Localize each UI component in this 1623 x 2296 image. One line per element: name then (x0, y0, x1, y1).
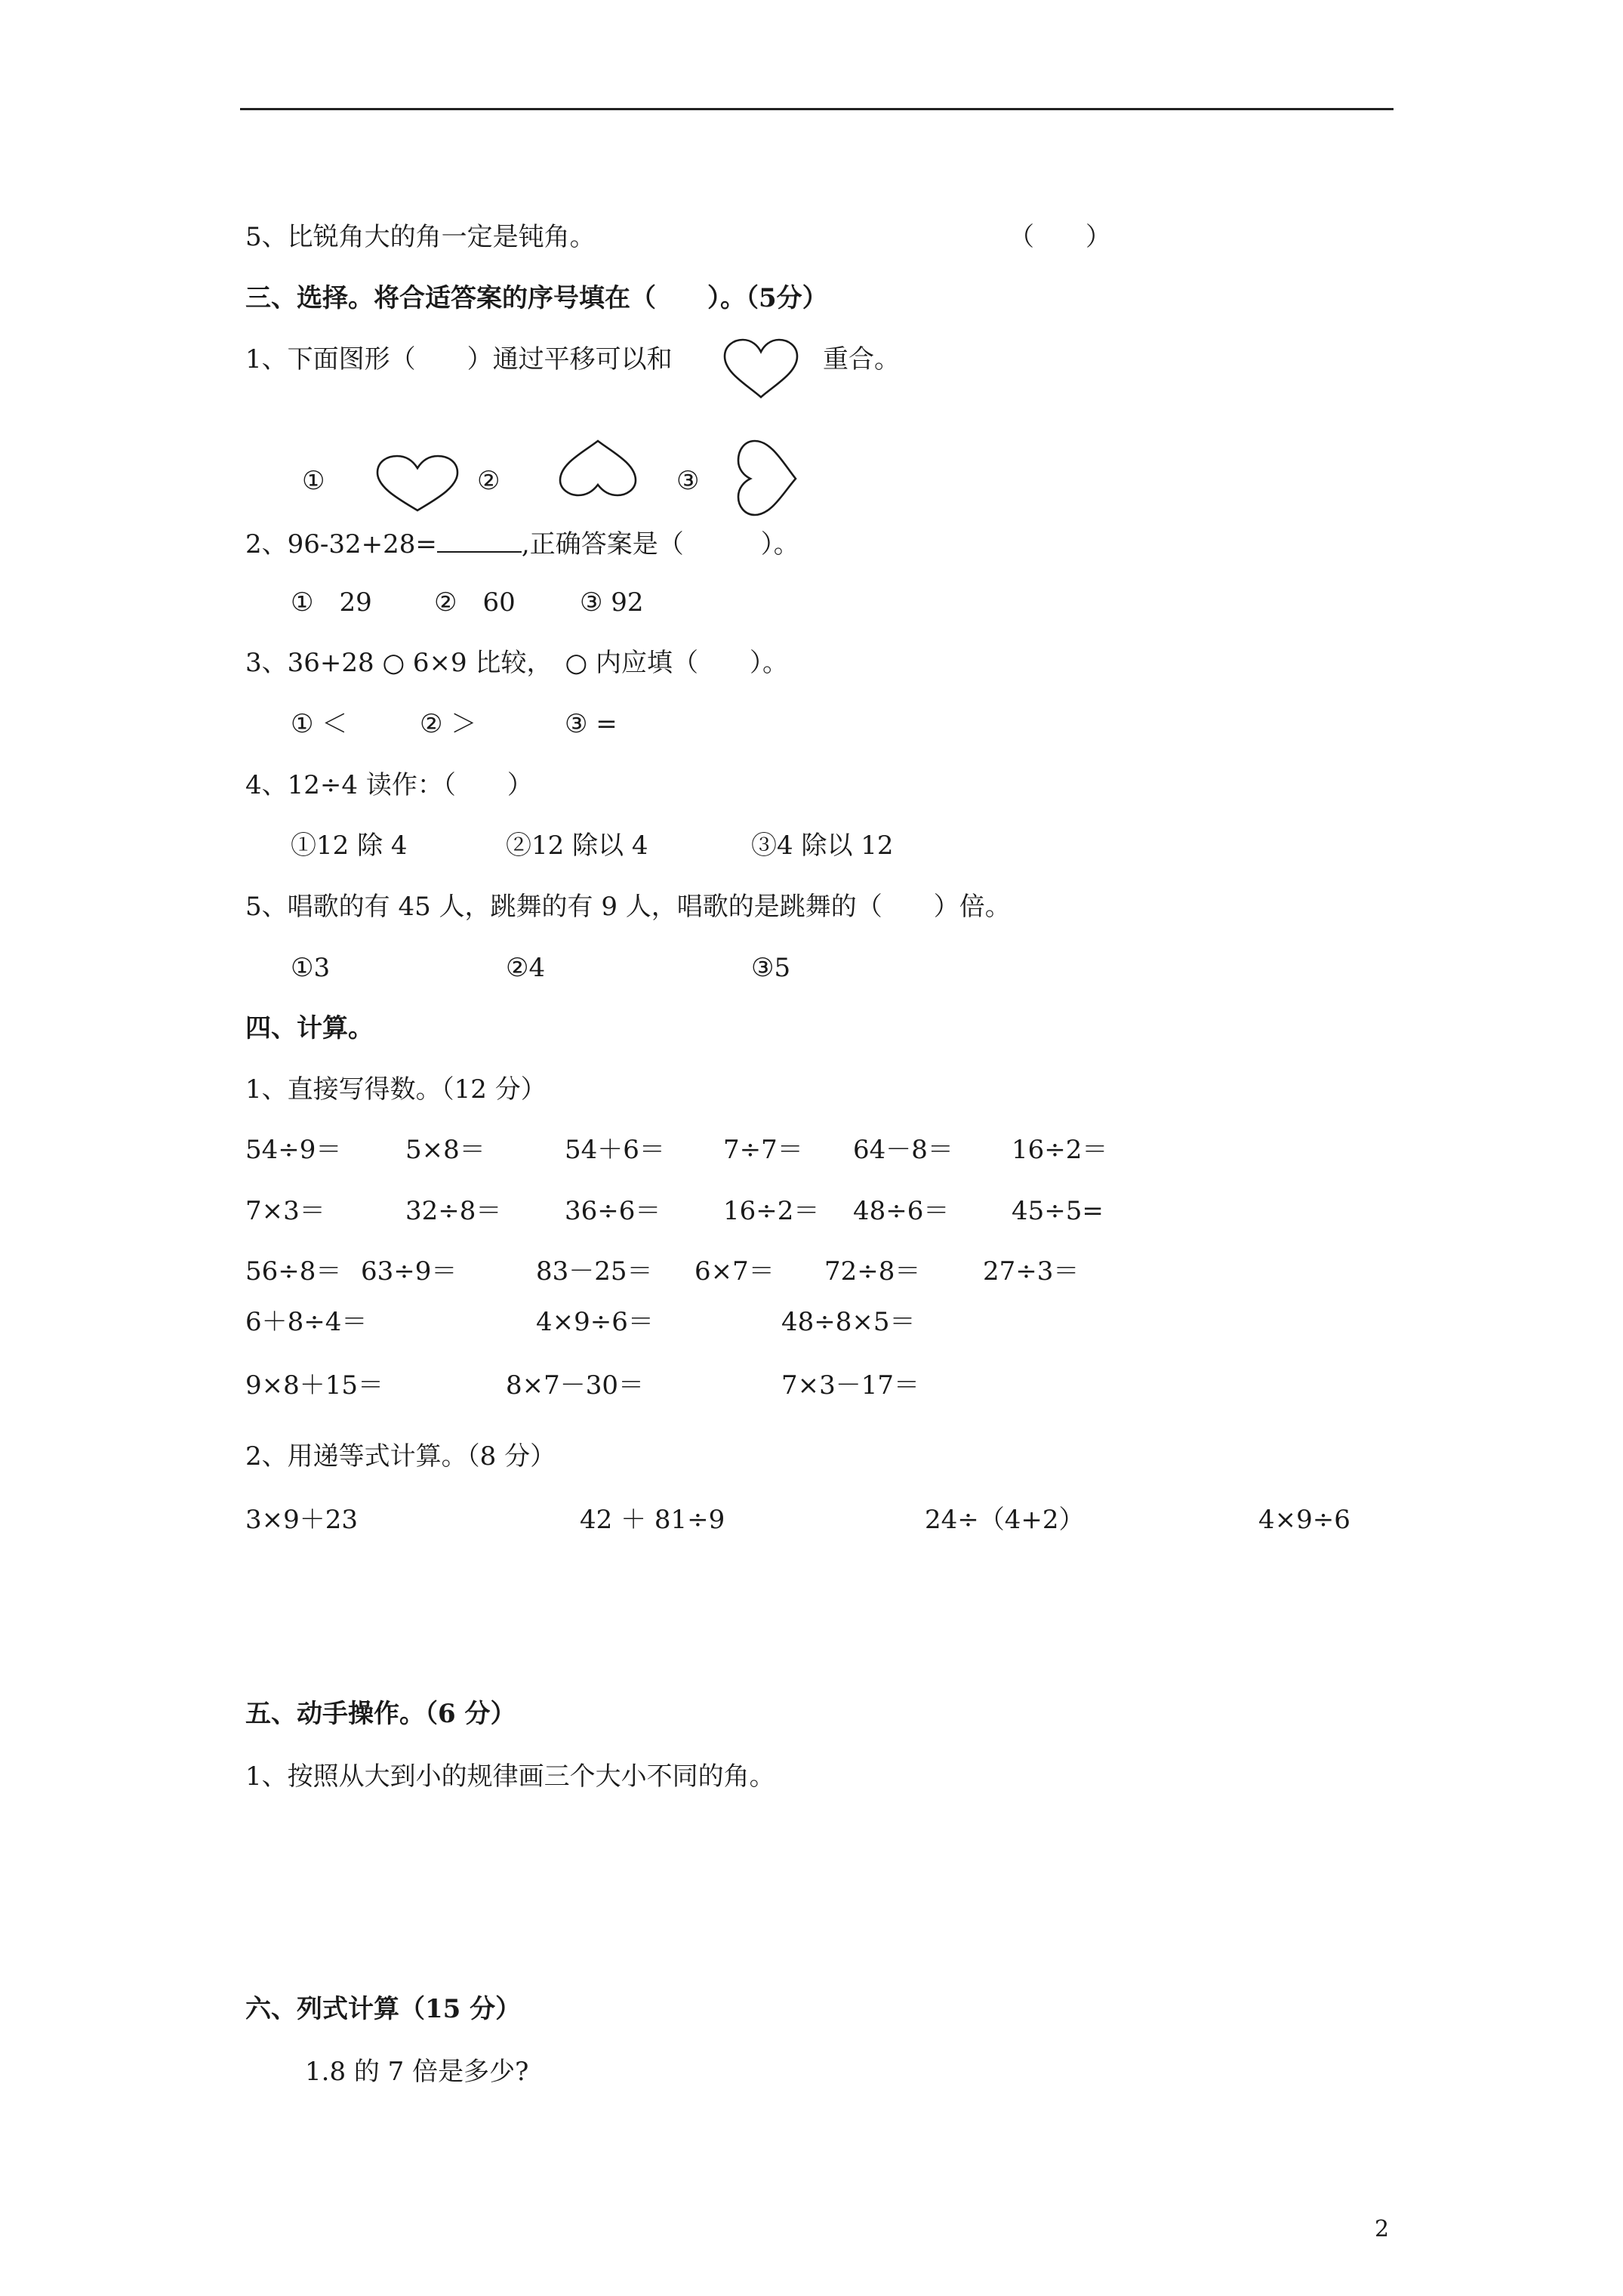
calc-item: 83－25＝ (536, 1256, 653, 1287)
calc-item: 6＋8÷4＝ (245, 1307, 368, 1337)
calc-item: 48÷8×5＝ (781, 1307, 916, 1337)
s3-q1-option-2-label: ② (477, 466, 500, 496)
s3-q3-option-3[interactable]: ③ = (565, 709, 617, 739)
s3-q5-text: 5、唱歌的有 45 人，跳舞的有 9 人，唱歌的是跳舞的（ ）倍。 (245, 892, 1011, 922)
s3-q3-text: 3、36+28 ○ 6×9 比较， ○ 内应填（ ）。 (245, 648, 788, 678)
calc-item: 16÷2＝ (1012, 1135, 1108, 1165)
judge-q5-text: 5、比锐角大的角一定是钝角。 (245, 222, 596, 252)
section-5-title: 五、动手操作。（6 分） (245, 1699, 516, 1729)
header-rule (240, 108, 1394, 110)
s3-q2-question: ,正确答案是（ ）。 (521, 529, 799, 559)
calc-item: 36÷6＝ (565, 1196, 661, 1226)
s3-q3-option-2[interactable]: ② ＞ (420, 709, 477, 739)
s3-q2-option-3[interactable]: ③ 92 (580, 587, 644, 618)
calc-item: 7×3＝ (245, 1196, 325, 1226)
stepwise-item: 42 ＋ 81÷9 (580, 1505, 725, 1535)
s6-q1-text: 1.8 的 7 倍是多少? (305, 2057, 529, 2087)
calc-item: 16÷2＝ (723, 1196, 820, 1226)
stepwise-item: 4×9÷6 (1258, 1505, 1350, 1535)
s5-q1-text: 1、按照从大到小的规律画三个大小不同的角。 (245, 1761, 775, 1792)
calc-item: 32÷8＝ (405, 1196, 502, 1226)
calc-item: 63÷9＝ (361, 1256, 457, 1287)
s3-q5-option-1[interactable]: ①3 (291, 953, 331, 983)
s3-q1-text-after: 重合。 (823, 344, 900, 374)
calc-item: 27÷3＝ (983, 1256, 1079, 1287)
option-2-inverted-heart-icon[interactable] (557, 438, 639, 498)
calc-item: 72÷8＝ (824, 1256, 921, 1287)
s4-sub2-title: 2、用递等式计算。（8 分） (245, 1441, 556, 1472)
calc-item: 48÷6＝ (853, 1196, 950, 1226)
s3-q4-option-3[interactable]: ③4 除以 12 (751, 831, 894, 861)
s3-q1-option-1-label: ① (302, 466, 325, 496)
calc-item: 7÷7＝ (723, 1135, 803, 1165)
calc-item: 64－8＝ (853, 1135, 953, 1165)
option-3-rotated-heart-icon[interactable] (735, 436, 799, 519)
section-4-title: 四、计算。 (245, 1013, 374, 1043)
calc-item: 4×9÷6＝ (536, 1307, 654, 1337)
s3-q2-text (245, 529, 799, 557)
s3-q4-text: 4、12÷4 读作：（ ） (245, 770, 533, 800)
s3-q4-option-1[interactable]: ①12 除 4 (291, 831, 408, 861)
s3-q2-option-2[interactable]: ② 60 (434, 587, 516, 618)
s3-q5-option-2[interactable]: ②4 (506, 953, 546, 983)
calc-item: 9×8＋15＝ (245, 1370, 384, 1401)
s3-q2-option-1[interactable]: ① 29 (291, 587, 372, 618)
s3-q4-option-2[interactable]: ②12 除以 4 (506, 831, 648, 861)
s4-sub1-title: 1、直接写得数。（12 分） (245, 1074, 547, 1105)
s3-q5-option-3[interactable]: ③5 (751, 953, 791, 983)
calc-item: 5×8＝ (405, 1135, 485, 1165)
calc-item: 8×7－30＝ (506, 1370, 645, 1401)
option-1-heart-icon[interactable] (374, 453, 460, 513)
section-3-title: 三、选择。将合适答案的序号填在（ ）。（5分） (245, 283, 828, 313)
judge-q5-answer-paren[interactable]: （ ） (1009, 222, 1111, 252)
calc-item: 54÷9＝ (245, 1135, 342, 1165)
calc-item: 54＋6＝ (565, 1135, 665, 1165)
s3-q2-expression: 2、96-32+28= (245, 529, 437, 559)
s3-q1-option-3-label: ③ (676, 466, 700, 496)
page-number: 2 (1375, 2216, 1390, 2242)
s3-q3-option-1[interactable]: ① ＜ (291, 709, 348, 739)
s3-q2-answer-blank[interactable] (437, 529, 522, 553)
stepwise-item: 3×9＋23 (245, 1505, 359, 1535)
calc-item: 6×7＝ (694, 1256, 775, 1287)
stepwise-item: 24÷（4+2） (925, 1505, 1085, 1535)
calc-item: 45÷5= (1012, 1196, 1104, 1226)
calc-item: 56÷8＝ (245, 1256, 342, 1287)
target-heart-icon (722, 337, 800, 400)
section-6-title: 六、列式计算（15 分） (245, 1994, 522, 2024)
calc-item: 7×3－17＝ (781, 1370, 920, 1401)
s3-q1-text: 1、下面图形（ ）通过平移可以和 (245, 344, 673, 374)
